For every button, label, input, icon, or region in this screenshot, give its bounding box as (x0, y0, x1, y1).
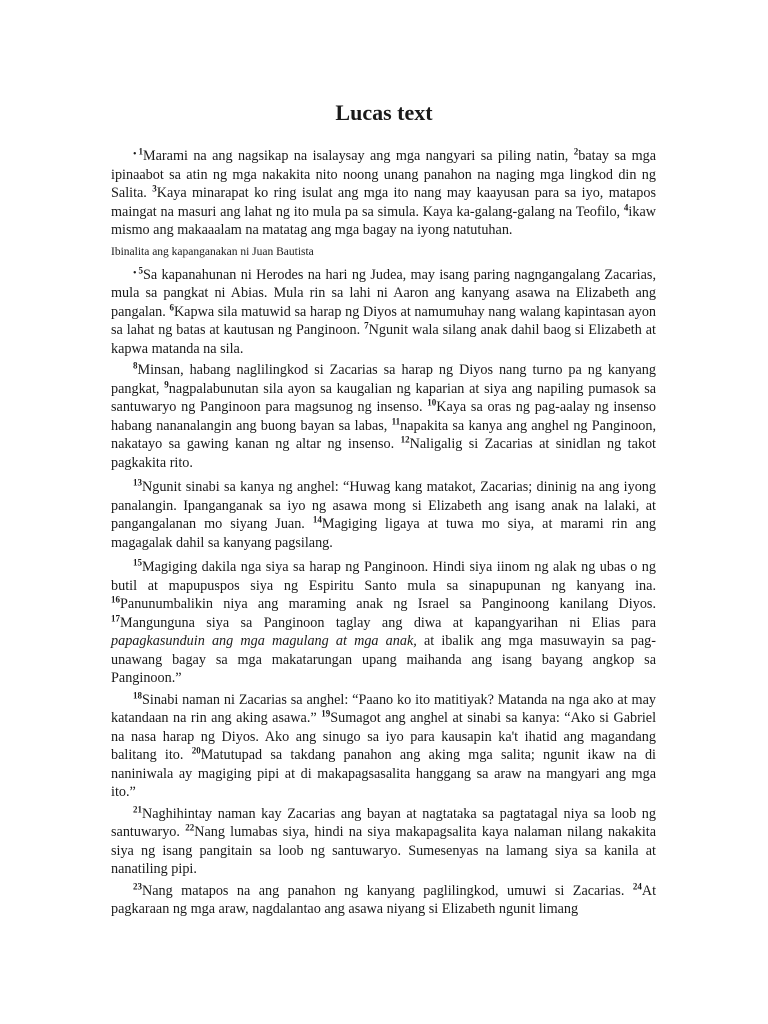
verse-text: Ngunit wala silang anak dahil baog si Elizabeth at kapwa matanda na sila. (111, 322, 656, 357)
verse-number: 11 (391, 415, 401, 426)
verse-text: Naligalig si Zacarias at sinidlan ng takot pagkakita rito. (111, 436, 657, 471)
verse-text: Ngunit sinabi sa kanya ng anghel: “Huwag kang matakot, Zacarias; dininig na ang iyong panalangin. Ipanganganak sa iyo ng asawa mong si Elizabeth ang isang anak na lalaki, at pangangalanan mo siyang Juan. (111, 479, 656, 532)
document-body (111, 146, 656, 919)
verse-number: 8 (133, 360, 138, 371)
verse-text: Sa kapanahunan ni Herodes na hari ng Judea, may isang paring nagngangalang Zacarias, mula sa pangkat ni Abias. Mula rin sa lahi ni Aaron ang kanyang asawa na Elizabeth ang pangalan. (111, 266, 656, 320)
verse-text: ikaw mismo ang makaaalam na matatag ang mga bagay na iyong natutuhan. (111, 203, 656, 238)
verse-text: Sumagot ang anghel at sinabi sa kanya: “Ako si Gabriel na nasa harap ng Diyos. Ako ang sinugo sa iyo para kausapin ka't ihatid ang magandang balitang ito. (111, 710, 657, 763)
verse-number: 23 (133, 880, 142, 891)
verse-number: 9 (164, 378, 169, 389)
verse-text: Sinabi naman ni Zacarias sa anghel: “Paano ko ito matitiyak? Matanda na nga ako at may katandaan na rin ang aking asawa.” (111, 691, 656, 726)
verse-text: napakita sa kanya ang anghel ng Panginoon, nakatayo sa gawing kanan ng altar ng insenso. (111, 417, 656, 452)
verse-number: 16 (111, 594, 120, 605)
section-heading: Ibinalita ang kapanganakan ni Juan Bautista (111, 245, 314, 258)
verse-number: 19 (321, 708, 331, 719)
paragraph-6 (111, 691, 656, 802)
verse-text: at ibalik ang mga masuwayin sa pag-unawang bagay sa mga makatarungan upang maihanda ang isang bayang angkop sa Panginoon.” (111, 633, 656, 686)
verse-number: 6 (169, 301, 174, 312)
verse-number: 2 (573, 146, 579, 157)
verse-number: 22 (185, 822, 195, 833)
verse-text: Minsan, habang naglilingkod si Zacarias sa harap ng Diyos nang turno pa ng kanyang pangkat, (111, 362, 656, 397)
verse-text: batay sa mga ipinaabot sa atin ng mga nakakita nito noong unang panahon na naging mga lingkod din ng Salita. (111, 148, 657, 201)
verse-number: 5 (138, 264, 144, 275)
verse-number: 13 (133, 477, 142, 488)
verse-text: Naghihintay naman kay Zacarias ang bayan at nagtataka sa pagtatagal niya sa loob ng santuwaryo. (111, 805, 656, 840)
verse-text: Nang lumabas siya, hindi na siya makapagsalita kaya nalaman nilang nakakita siya ng isang pangitain sa loob ng santuwaryo. Sumesenyas na lamang siya sa kanila at nanatiling pipi. (111, 824, 656, 877)
verse-number: 12 (400, 434, 410, 445)
bullet-mark: • (133, 149, 137, 160)
quoted-scripture: papagkasunduin ang mga magulang at mga anak, (111, 633, 417, 649)
paragraph-4 (111, 478, 656, 552)
paragraph-1 (111, 146, 656, 240)
paragraph-8 (111, 882, 656, 919)
verse-number: 7 (364, 320, 369, 331)
verse-text: Matutupad sa takdang panahon ang aking mga salita; ngunit ikaw na di naniniwala ay magiging pipi at di makapagsasalita hanggang sa araw na mangyari ang mga ito.” (111, 747, 656, 800)
paragraph-7 (111, 805, 656, 879)
verse-text: At pagkaraan ng mga araw, nagdalantao ang asawa niyang si Elizabeth ngunit limang (111, 882, 657, 917)
verse-text: Kaya sa oras ng pag-aalay ng insenso habang nananalangin ang buong bayan sa labas, (111, 399, 656, 434)
verse-text: Mangunguna siya sa Panginoon taglay ang diwa at kapangyarihan ni Elias para (120, 614, 656, 631)
verse-number: 4 (623, 201, 629, 212)
verse-text: Marami na ang nagsikap na isalaysay ang mga nangyari sa piling natin, (143, 148, 569, 164)
bullet-mark: • (133, 267, 137, 279)
verse-text: Kapwa sila matuwid sa harap ng Diyos at namumuhay nang walang kapintasan ayon sa lahat ng batas at kautusan ng Panginoon. (111, 303, 657, 338)
page-title: Lucas text (335, 100, 433, 125)
verse-text: Kaya minarapat ko ring isulat ang mga ito nang may kaayusan para sa iyo, matapos maingat na masuri ang lahat ng ito mula pa sa simula. Kaya ka-galang-galang na Teofilo, (111, 185, 656, 220)
verse-number: 10 (427, 397, 437, 408)
verse-number: 21 (133, 803, 142, 814)
verse-number: 3 (152, 183, 157, 194)
verse-text: Magiging dakila nga siya sa harap ng Panginoon. Hindi siya iinom ng alak ng ubas o ng butil at mapupuspos siya ng Espiritu Santo mula sa sinapupunan ng kanyang ina. (111, 559, 656, 594)
verse-number: 14 (312, 514, 322, 525)
paragraph-3 (111, 361, 656, 472)
verse-number: 24 (632, 880, 642, 891)
verse-number: 18 (133, 689, 142, 700)
verse-text: Magiging ligaya at tuwa mo siya, at marami rin ang magagalak dahil sa kanyang pagsilang. (111, 516, 657, 551)
verse-number: 20 (191, 745, 201, 756)
verse-text: nagpalabunutan sila ayon sa kaugalian ng kaparian at siya ang napiling pumasok sa santuwaryo ng Panginoon para magsunog ng insenso. (111, 380, 657, 415)
verse-number: 15 (133, 557, 142, 568)
verse-text: Panunumbalikin niya ang maraming anak ng Israel sa Panginoong kanilang Diyos. (120, 596, 656, 612)
paragraph-5 (111, 558, 656, 688)
paragraph-2 (111, 265, 656, 359)
verse-text: Nang matapos na ang panahon ng kanyang paglilingkod, umuwi si Zacarias. (142, 882, 625, 899)
verse-number: 1 (138, 146, 144, 157)
verse-number: 17 (111, 612, 120, 623)
